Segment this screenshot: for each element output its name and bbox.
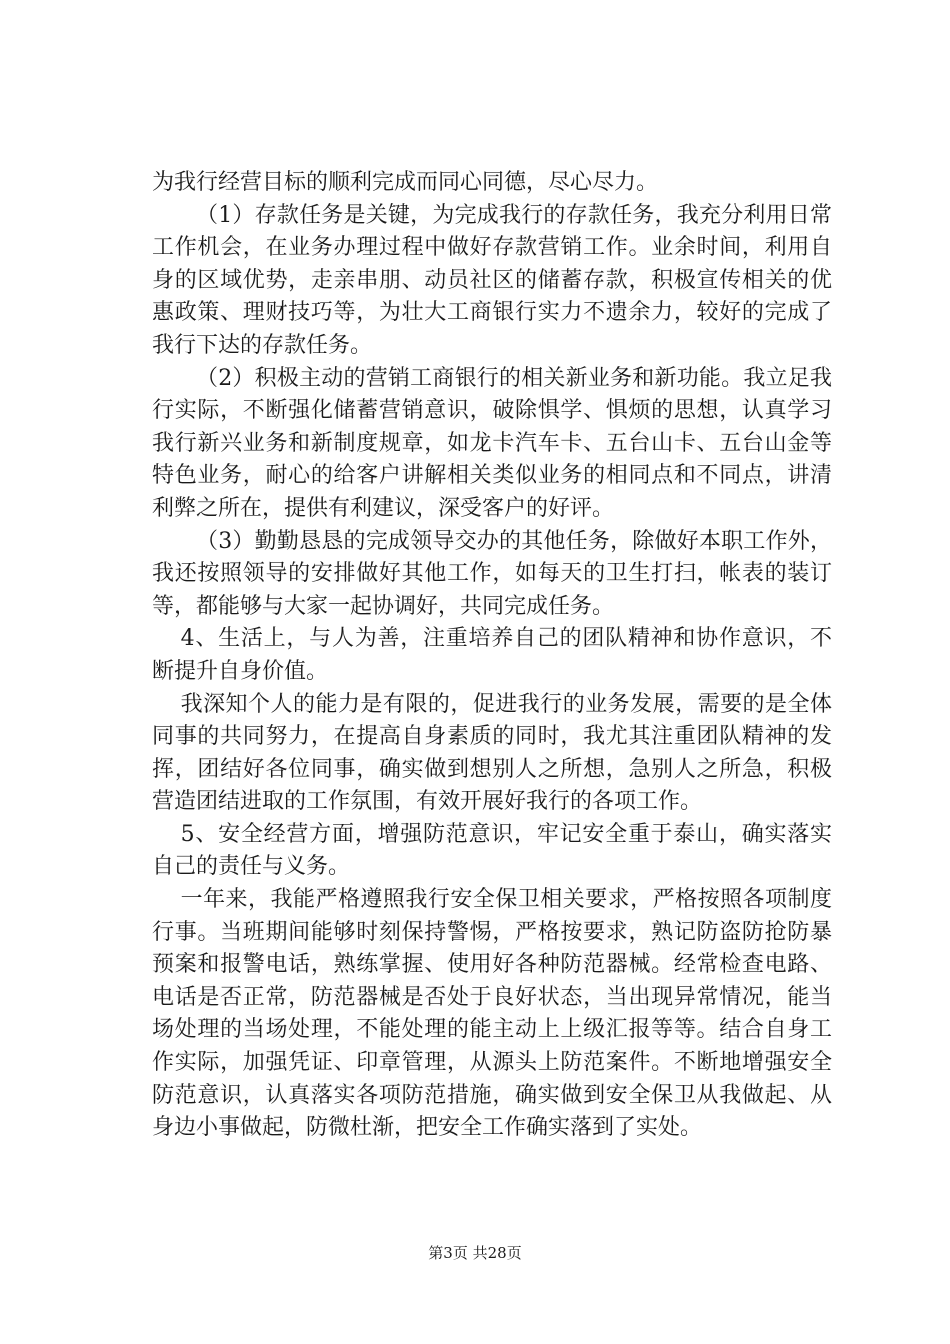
paragraph-safety-details: 一年来，我能严格遵照我行安全保卫相关要求，严格按照各项制度行事。当班期间能够时刻保持警惕，严格按要求，熟记防盗防抢防暴预案和报警电话，熟练掌握、使用好各种防范器械。经常检查电路、电话是否正常，防范器械是否处于良好状态，当出现异常情况，能当场处理的当场处理，不能处理的能主动上上级汇报等等。结合自身工作实际，加强凭证、印章管理，从源头上防范案件。不断地增强安全防范意识，认真落实各项防范措施，确实做到安全保卫从我做起、从身边小事做起，防微杜渐，把安全工作确实落到了实处。 (152, 887, 832, 1141)
paragraph-deposit-task: （1）存款任务是关键，为完成我行的存款任务，我充分利用日常工作机会，在业务办理过程中做好存款营销工作。业余时间，利用自身的区域优势，走亲串朋、动员社区的储蓄存款，积极宣传相关的优惠政策、理财技巧等，为壮大工商银行实力不遗余力，较好的完成了我行下达的存款任务。 (152, 202, 832, 358)
paragraph-safety-heading: 5、安全经营方面，增强防范意识，牢记安全重于泰山，确实落实自己的责任与义务。 (152, 821, 832, 880)
paragraph-continuation: 为我行经营目标的顺利完成而同心同德，尽心尽力。 (152, 170, 659, 195)
paragraph-new-business: （2）积极主动的营销工商银行的相关新业务和新功能。我立足我行实际，不断强化储蓄营销意识，破除惧学、惧烦的思想，认真学习我行新兴业务和新制度规章，如龙卡汽车卡、五台山卡、五台山金等特色业务，耐心的给客户讲解相关类似业务的相同点和不同点，讲清利弊之所在，提供有利建议，深受客户的好评。 (152, 365, 832, 521)
page-number-footer: 第3页 共28页 (428, 1244, 522, 1262)
paragraph-life-teamwork: 4、生活上，与人为善，注重培养自己的团队精神和协作意识，不断提升自身价值。 (152, 626, 832, 684)
paragraph-team-spirit: 我深知个人的能力是有限的，促进我行的业务发展，需要的是全体同事的共同努力，在提高自身素质的同时，我尤其注重团队精神的发挥，团结好各位同事，确实做到想别人之所想，急别人之所急，积极营造团结进取的工作氛围，有效开展好我行的各项工作。 (152, 691, 832, 815)
document-body (152, 167, 832, 1145)
paragraph-other-tasks: （3）勤勤恳恳的完成领导交办的其他任务，除做好本职工作外，我还按照领导的安排做好其他工作，如每天的卫生打扫，帐表的装订等，都能够与大家一起协调好，共同完成任务。 (152, 528, 832, 619)
